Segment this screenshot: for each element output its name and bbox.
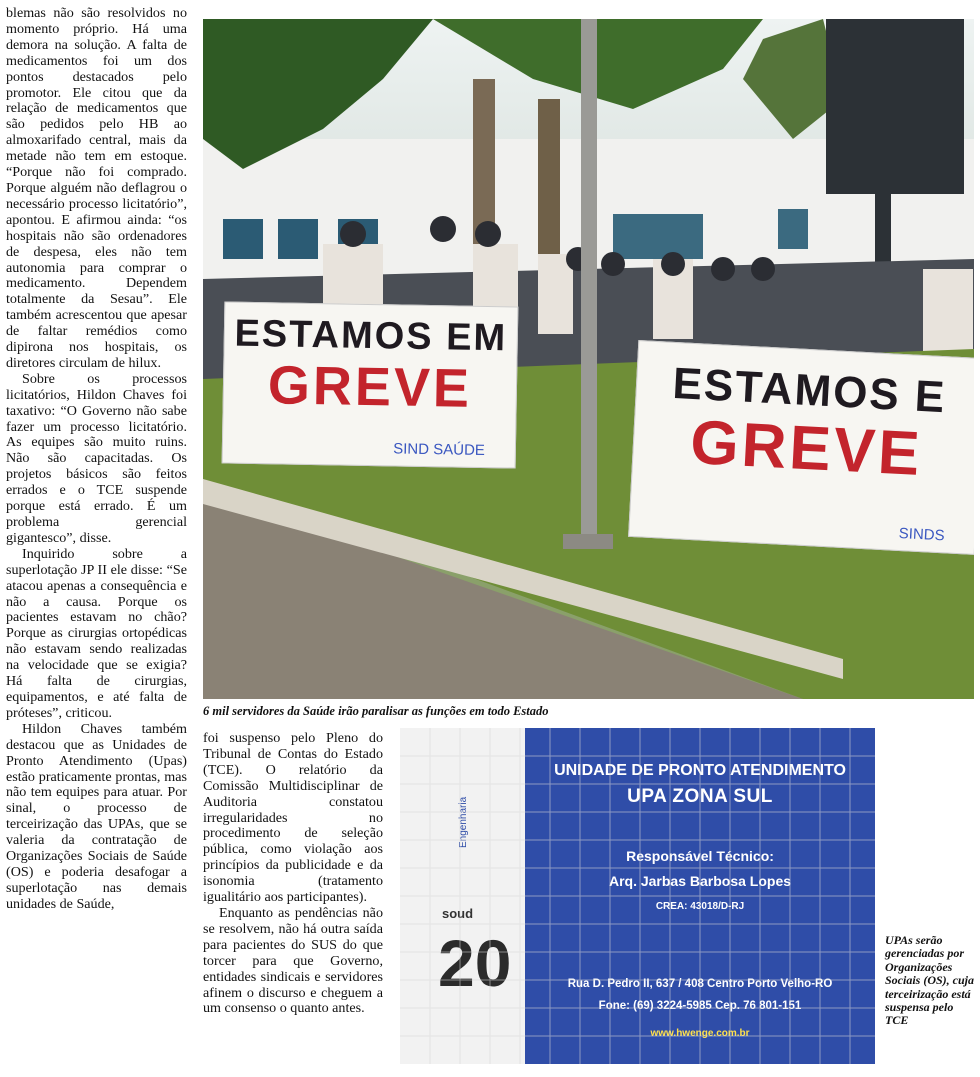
strike-photo [203, 19, 974, 699]
banner-text: ESTAMOS E [671, 358, 948, 423]
banner-union-signature: SINDS [898, 524, 946, 545]
article-paragraph: Inquirido sobre a superlotação JP II ele disse: “Se atacou apenas a consequência e não a causa. Porque os pacientes estavam no chão? Porque as cirurgias ortopédicas não estavam sendo realizadas na velocidade que se exigia? Há falta de cirurgias, equipamentos, e até falta de próteses”, criticou. [6, 545, 187, 721]
article-paragraph: Hildon Chaves também destacou que as Unidades de Pronto Atendimento (Upas) estão praticamente prontas, mas não tem equipes para atuar. Por sinal, o processo de terceirização das UPAs, que se valeria da contratação de Organizações Sociais de Saúde (OS) e poderia desafogar a superlotação nas demais unidades de Saúde, [6, 720, 187, 912]
article-paragraph: Sobre os processos licitatórios, Hildon Chaves foi taxativo: “O Governo não sabe fazer um processo licitatório. As equipes são muito ruins. Não são capacitadas. Os projetos básicos são feitos errados e o TCE suspende porque está errado. É um problema gerencial gigantesco”, disse. [6, 370, 187, 546]
sign-zone-title: UPA ZONA SUL [627, 786, 773, 807]
banner-strike-word: GREVE [267, 355, 473, 419]
sign-phone: Fone: (69) 3224-5985 Cep. 76 801-151 [598, 1000, 802, 1012]
sign-architect-name: Arq. Jarbas Barbosa Lopes [608, 873, 792, 889]
banner-union-signature: SIND SAÚDE [393, 440, 486, 460]
wire-fence-overlay [400, 728, 875, 1064]
sign-address: Rua D. Pedro II, 637 / 408 Centro Porto Velho-RO [567, 978, 833, 990]
strike-banner-left [222, 301, 519, 468]
sign-website: www.hwenge.com.br [650, 1028, 750, 1039]
banner-strike-word: GREVE [688, 407, 925, 490]
company-logo-text: Engenharia [458, 796, 469, 848]
upa-sign-photo [400, 728, 875, 1064]
banner-text: ESTAMOS EM [234, 312, 508, 360]
photo-caption-strike: 6 mil servidores da Saúde irão paralisar as funções em todo Estado [203, 704, 549, 718]
sign-responsible-label: Responsável Técnico: [626, 848, 774, 864]
article-column-middle [203, 731, 383, 1017]
strike-banner-right [628, 340, 974, 555]
article-paragraph: blemas não são resolvidos no momento próprio. Há uma demora na solução. A falta de medicamentos foi um dos pontos destacados pelo promotor. Ele citou que da relação de medicamentos que são pedidos pelo HB ao almoxarifado central, mais da metade não tem em estoque. “Porque não foi comprado. Porque alguém não deflagrou o necessário processo licitatório”, apontou. E afirmou ainda: “os hospitais não são ordenadores de despesa, eles não tem autonomia para comprar o medicamento. Dependem totalmente da Sesau”. Ele também acrescentou que apesar de faltar remédios como dipirona nos hospitais, os diretores circulam de hilux. [6, 5, 187, 371]
sign-crea-number: CREA: 43018/D-RJ [655, 901, 745, 912]
photo-caption-upa: UPAs serão gerenciadas por Organizações Sociais (OS), cuja terceirização está suspensa pelo TCE [885, 933, 975, 1028]
article-column-left [6, 6, 187, 913]
company-logo-number: 20 [438, 926, 512, 1000]
sign-unit-title: UNIDADE DE PRONTO ATENDIMENTO [554, 762, 846, 779]
article-paragraph: Enquanto as pendências não se resolvem, não há outra saída para pacientes do SUS do que torcer para que Governo, entidades sindicais e servidores afinem o discurso e cheguem a um consenso o quanto antes. [203, 904, 383, 1017]
article-paragraph: foi suspenso pelo Pleno do Tribunal de Contas do Estado (TCE). O relatório da Comissão Multidisciplinar de Auditoria constatou irregularidades no procedimento de seleção pública, como violação aos princípios da publicidade e da isonomia (tratamento igualitário aos participantes). [203, 730, 383, 906]
company-logo-soud: soud [442, 906, 474, 921]
